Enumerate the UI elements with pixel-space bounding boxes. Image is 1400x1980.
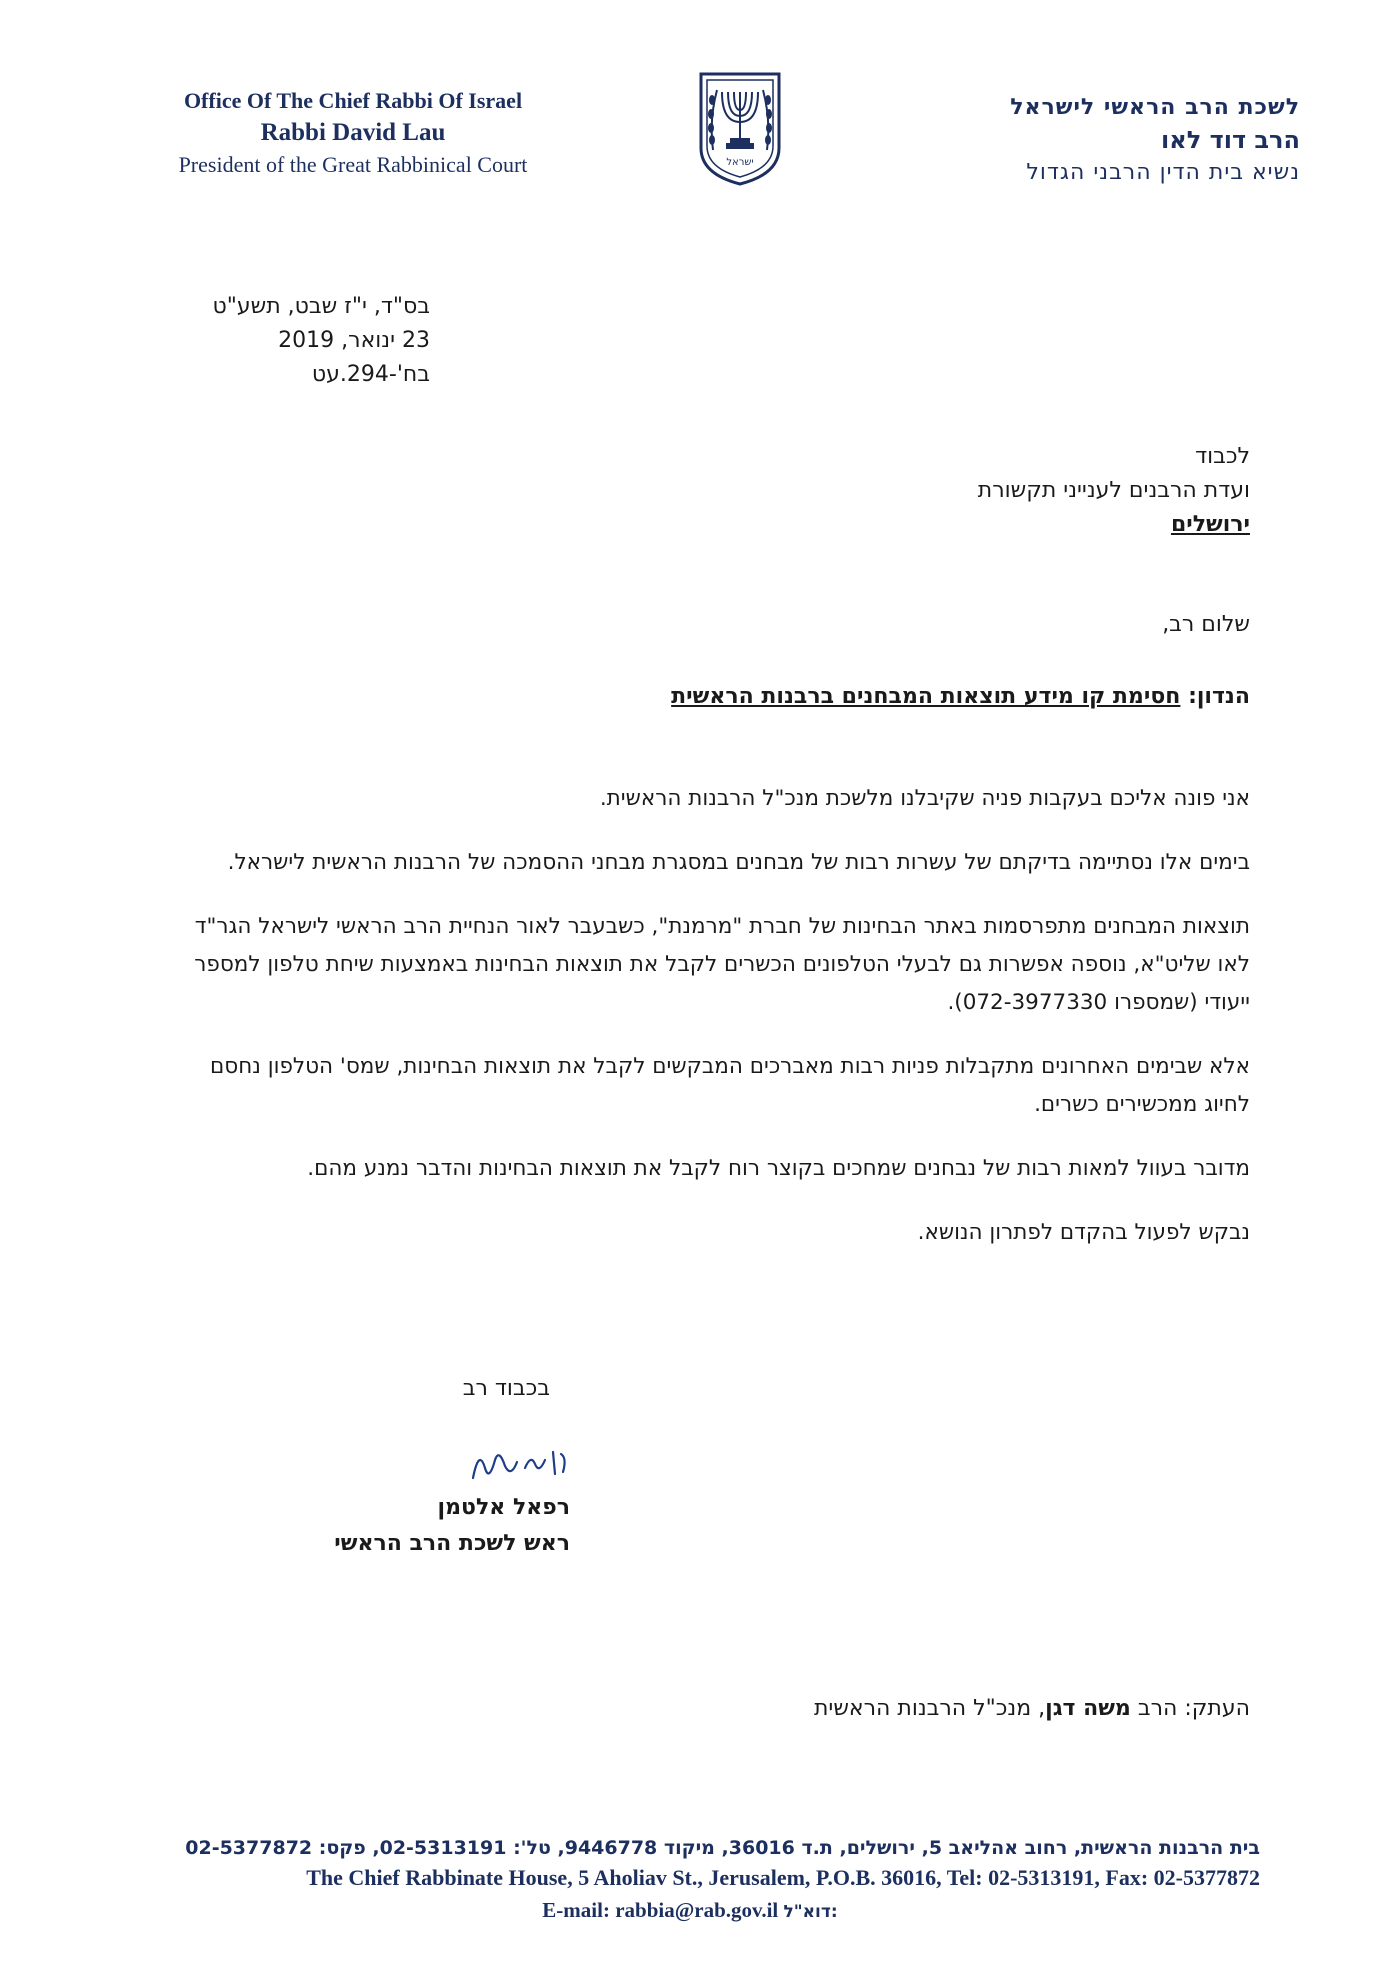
footer xyxy=(120,1834,1260,1928)
gregorian-date: 23 ינואר, 2019 xyxy=(278,328,430,353)
letterhead-english xyxy=(118,86,588,180)
cc-line xyxy=(700,1696,1250,1721)
office-title-he: לשכת הרב הראשי לישראל xyxy=(1010,95,1300,120)
footer-email-address[interactable]: E-mail: rabbia@rab.gov.il xyxy=(542,1898,779,1922)
footer-address-en: The Chief Rabbinate House, 5 Aholiav St., Jerusalem, P.O.B. 36016, Tel: 02-5313191, Fax: 02-5377872 xyxy=(306,1865,1260,1890)
body-paragraph: מדובר בעוול למאות רבות של נבחנים שמחכים בקוצר רוח לקבל את תוצאות הבחינות והדבר נמנע מהם. xyxy=(307,1156,1250,1181)
handwritten-signature xyxy=(465,1438,575,1488)
signatory-name: רפאל אלטמן xyxy=(437,1495,570,1520)
state-emblem-icon xyxy=(695,70,785,188)
court-title-he: נשיא בית הדין הרבני הגדול xyxy=(1026,160,1300,185)
emblem-label: ישראל xyxy=(726,157,754,168)
footer-address-he: בית הרבנות הראשית, רחוב אהליאב 5, ירושלים, ת.ד 36016, מיקוד 9446778, טל': 02-5313191, פקס: 02-5377872 xyxy=(185,1837,1260,1859)
letter-body xyxy=(170,780,1250,1278)
footer-email xyxy=(120,1894,1260,1928)
date-block xyxy=(130,290,430,392)
office-title-en: Office Of The Chief Rabbi Of Israel xyxy=(183,88,523,113)
reference-number: בח'-294.עט xyxy=(311,362,430,387)
letterhead-hebrew xyxy=(880,92,1300,190)
signatory-title: ראש לשכת הרב הראשי xyxy=(334,1531,570,1556)
hebrew-date: בס"ד, י"ז שבט, תשע"ט xyxy=(212,294,430,319)
body-paragraph: תוצאות המבחנים מתפרסמות באתר הבחינות של חברת "מרמנת", כשבעבר לאור הנחיית הרב הראשי לישראל הגר"ד לאו שליט"א, נוספה אפשרות גם לבעלי הטלפונים הכשרים לקבל את תוצאות הבחינות באמצעות שיחת טלפון למספר ייעודי (שמספרו 072-3977330). xyxy=(194,914,1250,1015)
cc-name: משה דגן xyxy=(1045,1696,1131,1721)
footer-email-label-he: דוא"ל: xyxy=(783,1902,838,1922)
rabbi-name-en: Rabbi David Lau xyxy=(260,119,446,146)
signatory-block xyxy=(300,1490,570,1562)
addressee-block xyxy=(760,440,1250,542)
addressee-city: ירושלים xyxy=(1170,512,1250,537)
addressee-salutation: לכבוד xyxy=(1195,444,1250,469)
court-title-en: President of the Great Rabbinical Court xyxy=(178,152,528,177)
greeting: שלום רב, xyxy=(1162,612,1250,637)
subject-label: הנדון: xyxy=(1188,684,1250,709)
subject-text: חסימת קו מידע תוצאות המבחנים ברבנות הראשית xyxy=(671,684,1181,709)
cc-suffix: , מנכ"ל הרבנות הראשית xyxy=(813,1696,1046,1721)
body-paragraph: בימים אלו נסתיימה בדיקתם של עשרות רבות של מבחנים במסגרת מבחני ההסמכה של הרבנות הראשית לישראל. xyxy=(227,850,1250,875)
subject-line xyxy=(380,684,1250,709)
rabbi-name-he: הרב דוד לאו xyxy=(1161,126,1300,154)
addressee-name: ועדת הרבנים לענייני תקשורת xyxy=(977,478,1250,503)
body-paragraph: אלא שבימים האחרונים מתקבלות פניות רבות מאברכים המבקשים לקבל את תוצאות הבחינות, שמס' הטלפון נחסם לחיוג ממכשירים כשרים. xyxy=(210,1054,1250,1117)
body-paragraph: נבקש לפעול בהקדם לפתרון הנושא. xyxy=(917,1220,1250,1245)
closing: בכבוד רב xyxy=(462,1376,550,1401)
body-paragraph: אני פונה אליכם בעקבות פניה שקיבלנו מלשכת מנכ"ל הרבנות הראשית. xyxy=(599,786,1250,811)
cc-prefix: העתק: הרב xyxy=(1137,1696,1250,1721)
